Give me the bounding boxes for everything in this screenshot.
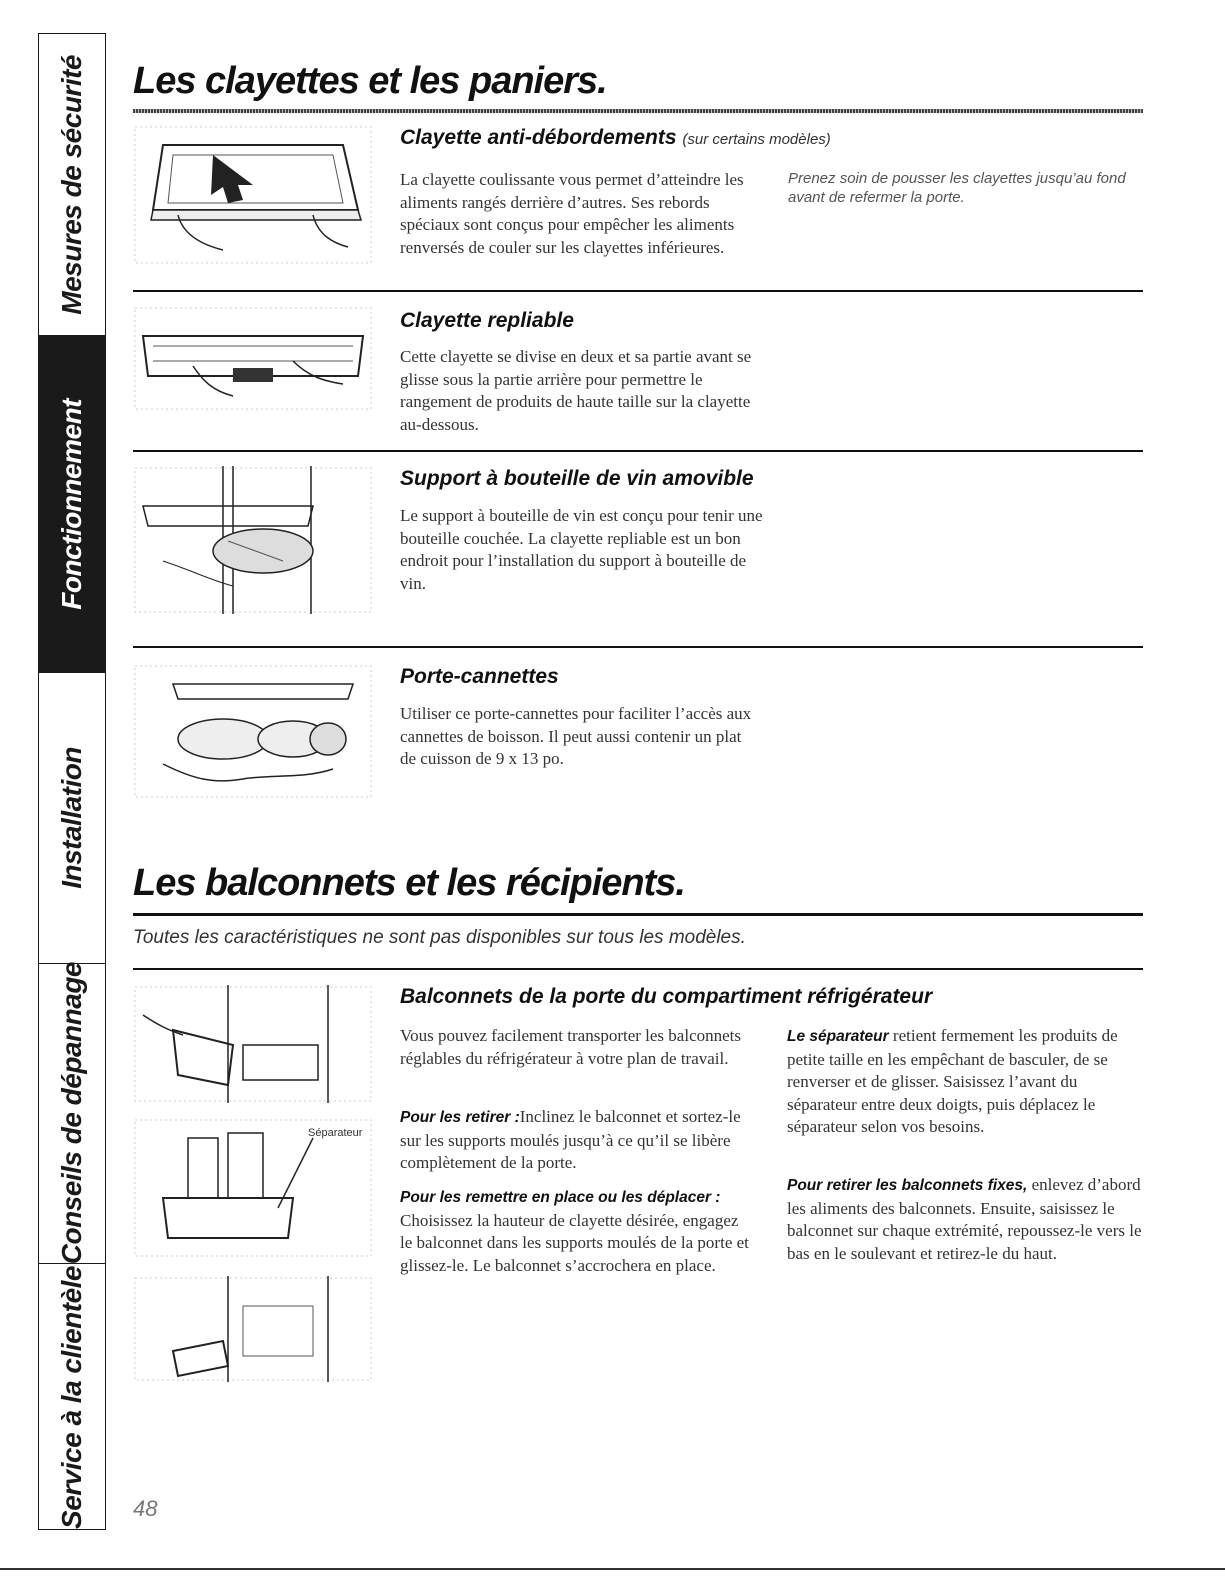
title-rule <box>133 109 1143 113</box>
separator-paragraph <box>787 1025 1147 1139</box>
paragraph-lead: Pour retirer les balconnets fixes, <box>787 1177 1028 1194</box>
balconnets-heading: Balconnets de la porte du compartiment réfrigérateur <box>400 985 933 1008</box>
fixed-bins-paragraph <box>787 1174 1147 1265</box>
tab-installation[interactable] <box>39 673 105 964</box>
page-number: 48 <box>133 1496 158 1521</box>
section-title: Les clayettes et les paniers. <box>133 60 607 102</box>
tab-conseils-de-depannage[interactable] <box>39 964 105 1264</box>
tab-label: Conseils de dépannage <box>56 962 87 1265</box>
item-heading <box>400 126 831 150</box>
door-bin-illustration <box>133 985 373 1103</box>
tab-mesures-de-securite[interactable] <box>39 34 105 336</box>
can-rack-illustration <box>133 664 373 799</box>
separator <box>133 450 1143 452</box>
paragraph-lead: Pour les remettre en place ou les déplacer : <box>400 1189 721 1206</box>
item-heading: Clayette repliable <box>400 309 574 332</box>
paragraph-text: Choisissez la hauteur de clayette désirée, engagez le balconnet dans les supports moulés de la porte et glissez-le. Le balconnet s’accrochera en place. <box>400 1210 749 1275</box>
fixed-bin-illustration <box>133 1276 373 1382</box>
title-rule <box>133 913 1143 916</box>
balconnets-intro: Vous pouvez facilement transporter les balconnets réglables du réfrigérateur à votre plan de travail. <box>400 1026 741 1068</box>
item-text: Le support à bouteille de vin est conçu pour tenir une bouteille couchée. La clayette repliable est un bon endroit pour l’installation du support à bouteille de vin. <box>400 506 763 593</box>
balconnets-replace <box>400 1186 750 1277</box>
side-note: Prenez soin de pousser les clayettes jusqu’au fond avant de refermer la porte. <box>788 170 1126 206</box>
item-text: La clayette coulissante vous permet d’atteindre les aliments rangés derrière d’autres. Ses rebords spéciaux sont conçus pour empêcher les aliments renversés de couler sur les clayettes inférieures. <box>400 170 744 257</box>
wine-rack-illustration <box>133 466 373 614</box>
paragraph-lead: Pour les retirer : <box>400 1109 520 1126</box>
item-heading: Support à bouteille de vin amovible <box>400 467 754 490</box>
tab-service-a-la-clientele[interactable] <box>39 1264 105 1531</box>
sidebar-nav <box>38 33 106 1530</box>
spill-proof-shelf-illustration <box>133 125 373 265</box>
tab-label: Mesures de sécurité <box>56 54 87 315</box>
bin-separator-illustration <box>133 1118 373 1258</box>
paragraph-text: enlevez d’abord les aliments des balconnets. Ensuite, saisissez le balconnet sur chaque extrémité, repoussez-le vers le bas en le soulevant et retirez-le du haut. <box>787 1175 1142 1263</box>
paragraph-lead: Le séparateur <box>787 1028 889 1045</box>
folding-shelf-illustration <box>133 306 373 411</box>
separator <box>133 290 1143 292</box>
paragraph-text: Inclinez le balconnet et sortez-le sur les supports moulés jusqu’à ce qu’il se libère complètement de la porte. <box>400 1107 741 1172</box>
item-text: Utiliser ce porte-cannettes pour faciliter l’accès aux cannettes de boisson. Il peut aussi contenir un plat de cuisson de 9 x 13 po. <box>400 704 752 768</box>
paragraph-text: retient fermement les produits de petite taille en les empêchant de basculer, de se renverser et de glisser. Saisissez l’avant du séparateur entre deux doigts, puis déplacez le séparateur selon vos besoins. <box>787 1026 1118 1136</box>
separator <box>133 646 1143 648</box>
bottom-rule <box>0 1568 1225 1570</box>
balconnets-remove <box>400 1106 750 1175</box>
separator-label: Séparateur <box>308 1127 363 1139</box>
tab-label: Fonctionnement <box>56 398 87 610</box>
item-text: Cette clayette se divise en deux et sa partie avant se glisse sous la partie arrière pour permettre le rangement de produits de haute taille sur la clayette au-dessous. <box>400 347 752 434</box>
tab-fonctionnement[interactable] <box>39 336 105 673</box>
item-heading: Porte-cannettes <box>400 665 559 688</box>
separator <box>133 968 1143 970</box>
tab-label: Installation <box>56 747 87 889</box>
heading-note: (sur certains modèles) <box>682 131 831 148</box>
item-heading-text: Clayette anti-débordements <box>400 126 677 149</box>
section-subtitle: Toutes les caractéristiques ne sont pas disponibles sur tous les modèles. <box>133 927 746 948</box>
section-title: Les balconnets et les récipients. <box>133 862 685 904</box>
tab-label: Service à la clientèle <box>56 1266 87 1529</box>
